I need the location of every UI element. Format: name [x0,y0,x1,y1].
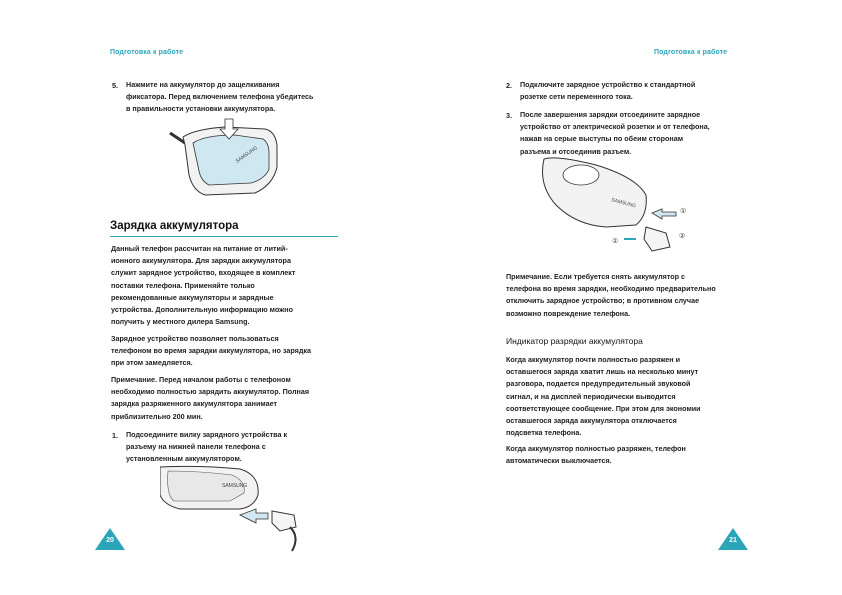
charging-note-paragraph: Примечание. Перед началом работы с телефоном необходимо полностью зарядить аккумулятор. Полная зарядка разряженного аккумулятора занимает приблизительно 200 мин. [111,375,310,421]
callout-2: ② [679,233,686,240]
step-3-text: После завершения зарядки отсоедините зарядное устройство от электрической розетки и от телефона, нажав на серые выступы по обеим сторонам разъема и отсоединив разъем. [520,110,710,156]
charging-usage-paragraph: Зарядное устройство позволяет пользоваться телефоном во время зарядки аккумулятора, но зарядка при этом замедляется. [111,334,312,368]
charger-disconnect-illustration [536,155,696,255]
phone-brand-label: SAMSUNG [610,197,637,210]
callout-1-bottom: ① [612,238,619,245]
charging-intro-paragraph: Данный телефон рассчитан на питание от литий- ионного аккумулятора. Для зарядки аккумулятора служит зарядное устройство, входящее в комплект поставки телефона. Применяйте только рекомендованные аккумуляторы и зарядные устройства. Дополнительную информацию можно получить у местного дилера Samsung. [111,244,296,327]
note-paragraph: Примечание. Если требуется снять аккумулятор с телефона во время зарядки, необходимо предварительно отключить зарядное устройство; в противном случае возможно повреждение телефона. [506,272,716,318]
section-title: Зарядка аккумулятора [110,220,239,232]
right-page [421,0,842,595]
running-header: Подготовка к работе [110,49,184,56]
section-underline [110,236,338,237]
page-number: 20 [106,537,114,544]
svg-text:SAMSUNG: SAMSUNG [234,145,259,165]
step-number: 2. [506,81,512,90]
charger-connect-illustration [160,465,310,555]
step-1-text: Подсоедините вилку зарядного устройства к разъему на нижней панели телефона с установленным аккумулятором. [126,430,288,464]
step-number: 3. [506,111,512,120]
step-number: 1. [112,431,118,440]
page-number: 21 [729,537,737,544]
running-header: Подготовка к работе [654,49,728,56]
low-battery-paragraph: Когда аккумулятор почти полностью разряжен и оставшегося заряда хватит лишь на несколько минут разговора, подается предупредительный звуковой сигнал, и на дисплей периодически выводится соответствующее сообщение. При этом для экономии оставшегося заряда аккумулятора отключается подсветка телефона. [506,355,701,438]
phone-brand-label: SAMSUNG [222,483,248,489]
battery-install-illustration [165,115,285,200]
callout-1-top: ① [680,208,687,215]
step-5-text: Нажмите на аккумулятор до защелкивания фиксатора. Перед включением телефона убедитесь в правильности установки аккумулятора. [126,80,314,114]
subsection-title: Индикатор разрядки аккумулятора [506,336,643,346]
step-number: 5. [112,81,118,90]
step-2-text: Подключите зарядное устройство к стандартной розетке сети переменного тока. [520,80,696,102]
battery-empty-paragraph: Когда аккумулятор полностью разряжен, телефон автоматически выключается. [506,444,686,466]
